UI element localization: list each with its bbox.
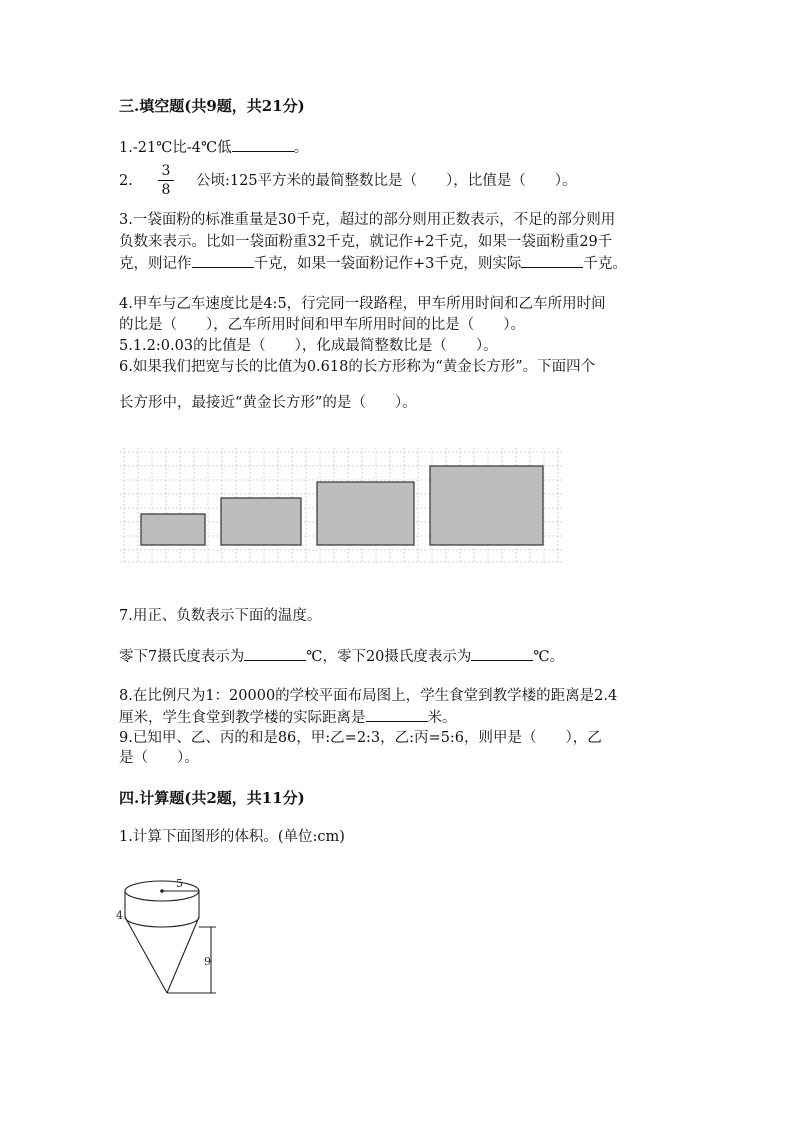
cylinder-height-label: 4 [116,909,123,922]
question-6-line2: 长方形中，最接近“黄金长方形”的是（ ）。 [119,395,417,411]
rectangle-a [141,514,205,545]
answer-blank[interactable] [366,707,428,722]
q7-part1: 零下7摄氏度表示为 [119,649,245,665]
q1-tail: 。 [293,140,309,156]
radius-label: 5 [176,877,183,890]
q7-part3: ℃。 [533,649,565,665]
question-8-line1: 8.在比例尺为1：20000的学校平面布局图上，学生食堂到教学楼的距离是2.4 [119,688,618,704]
question-3-line1: 3.一袋面粉的标准重量是30千克，超过的部分则用正数表示，不足的部分则用 [119,212,616,228]
rectangle-b [221,498,301,545]
rectangle-d [430,466,543,545]
q3-line3-part1: 克，则记作 [119,256,192,272]
cylinder-cone-figure [115,875,225,1000]
question-7-line1: 7.用正、负数表示下面的温度。 [119,608,322,624]
question-1 [119,137,308,158]
q3-line3-part3: 千克。 [583,256,627,272]
question-3-line3 [119,253,627,274]
golden-rectangles-figure [120,448,562,564]
question-4-line1: 4.甲车与乙车速度比是4:5，行完同一段路程，甲车所用时间和乙车所用时间 [119,296,606,312]
answer-blank[interactable] [521,253,583,268]
question-9-line2: 是（ ）。 [119,750,199,766]
q8-part1: 厘米，学生食堂到教学楼的实际距离是 [119,710,366,726]
question-2-number: 2. [119,173,133,189]
answer-blank[interactable] [471,646,533,661]
question-7-line2 [119,646,564,667]
question-2-text: 公顷:125平方米的最简整数比是（ ），比值是（ ）。 [196,173,577,189]
q3-line3-part2: 千克，如果一袋面粉记作+3千克，则实际 [253,256,522,272]
section3-heading: 三.填空题(共9题，共21分) [119,97,305,115]
answer-blank[interactable] [244,646,306,661]
section4-question-1: 1.计算下面图形的体积。(单位:cm) [119,829,345,845]
question-5: 5.1.2:0.03的比值是（ ），化成最简整数比是（ ）。 [119,338,498,354]
question-8-line2 [119,707,457,728]
rectangle-c [317,482,414,545]
answer-blank[interactable] [232,137,294,152]
cone-height-label: 9 [204,955,211,968]
answer-blank[interactable] [192,253,254,268]
fraction-denominator: 8 [161,182,171,198]
q7-part2: ℃，零下20摄氏度表示为 [306,649,472,665]
question-6-line1: 6.如果我们把宽与长的比值为0.618的长方形称为“黄金长方形”。下面四个 [119,359,596,375]
fraction-numerator: 3 [158,163,174,181]
question-4-line2: 的比是（ ），乙车所用时间和甲车所用时间的比是（ ）。 [119,317,525,333]
question-3-line2: 负数来表示。比如一袋面粉重32千克，就记作+2千克，如果一袋面粉重29千 [119,234,613,250]
question-9-line1: 9.已知甲、乙、丙的和是86，甲:乙=2:3，乙:丙=5:6，则甲是（ ），乙 [119,730,602,746]
fraction-three-eighths [158,163,174,198]
q8-part2: 米。 [427,710,457,726]
section4-heading: 四.计算题(共2题，共11分) [119,789,305,807]
q1-text: 1.-21℃比-4℃低 [119,140,232,156]
